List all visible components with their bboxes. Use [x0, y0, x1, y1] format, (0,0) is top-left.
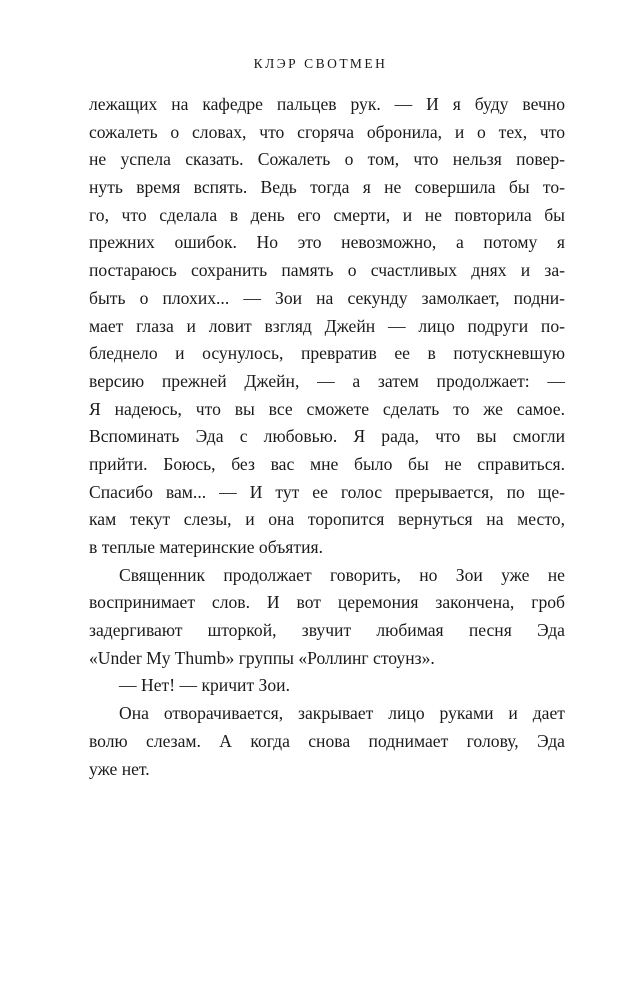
text-line: мает глаза и ловит взгляд Джейн — лицо подруги по-: [89, 315, 565, 336]
text-line: «Under My Thumb» группы «Роллинг стоунз».: [89, 647, 435, 668]
text-line: Вспоминать Эда с любовью. Я рада, что вы смогли: [89, 426, 565, 447]
text-line: нуть время вспять. Ведь тогда я не совершила бы то-: [89, 177, 565, 198]
text-line: воспринимает слов. И вот церемония закончена, гроб: [89, 592, 565, 613]
text-line: уже нет.: [89, 758, 150, 779]
text-line: постараюсь сохранить память о счастливых днях и за-: [89, 260, 565, 281]
text-line: Спасибо вам... — И тут ее голос прерывается, по ще-: [89, 481, 565, 502]
text-line: лежащих на кафедре пальцев рук. — И я буду вечно: [89, 94, 565, 114]
body-text: [89, 91, 565, 783]
text-line: Священник продолжает говорить, но Зои уже не: [119, 564, 565, 585]
text-line: кам текут слезы, и она торопится вернуться на место,: [89, 509, 565, 530]
text-line: сожалеть о словах, что сгоряча обронила, и о тех, что: [89, 121, 565, 142]
running-head: КЛЭР СВОТМЕН: [253, 56, 388, 71]
text-line: прийти. Боюсь, без вас мне было бы не справиться.: [89, 453, 565, 474]
text-line: Она отворачивается, закрывает лицо руками и дает: [119, 703, 565, 724]
text-line: не успела сказать. Сожалеть о том, что нельзя повер-: [89, 149, 565, 170]
text-line: версию прежней Джейн, — а затем продолжает: —: [89, 370, 565, 391]
text-line: быть о плохих... — Зои на секунду замолкает, подни-: [89, 287, 565, 308]
text-line: го, что сделала в день его смерти, и не повторила бы: [89, 204, 565, 225]
text-line: бледнело и осунулось, превратив ее в потускневшую: [89, 343, 565, 364]
text-line: волю слезам. А когда снова поднимает голову, Эда: [89, 730, 565, 751]
text-line: прежних ошибок. Но это невозможно, а потому я: [89, 232, 565, 253]
text-line: Я надеюсь, что вы все сможете сделать то же самое.: [89, 398, 565, 419]
text-line: задергивают шторкой, звучит любимая песня Эда: [89, 620, 565, 641]
text-line: в теплые материнские объятия.: [89, 537, 323, 557]
text-line: — Нет! — кричит Зои.: [119, 675, 290, 696]
